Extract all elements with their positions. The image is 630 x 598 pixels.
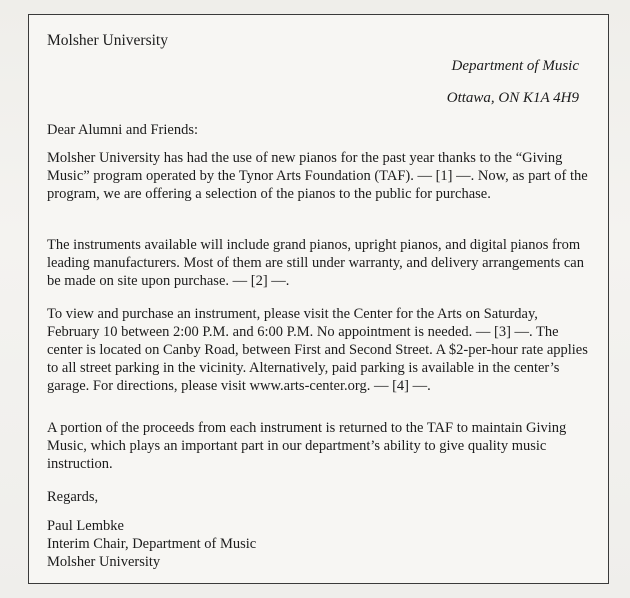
letter-frame (28, 14, 609, 584)
paragraph-4: A portion of the proceeds from each instrument is returned to the TAF to maintain Giving Music, which plays an important part in our department’s ability to give quality music instruction. (47, 420, 567, 472)
letterhead-address: Ottawa, ON K1A 4H9 (446, 90, 579, 106)
closing: Regards, (47, 489, 99, 505)
salutation: Dear Alumni and Friends: (47, 122, 199, 138)
letterhead-organization: Molsher University (47, 32, 168, 49)
signature-name: Paul Lembke (47, 518, 124, 534)
paragraph-1: Molsher University has had the use of new pianos for the past year thanks to the “Giving Music” program operated by the Tynor Arts Foundation (TAF). — [1] —. Now, as part of the program, we are offering a selection of the pianos to the public for purchase. (47, 150, 588, 202)
paragraph-2: The instruments available will include grand pianos, upright pianos, and digital pianos from leading manufacturers. Most of them are still under warranty, and delivery arrangements can be made on site upon purchase. — [2] —. (47, 237, 584, 289)
signature-title: Interim Chair, Department of Music (47, 536, 257, 552)
paragraph-3: To view and purchase an instrument, please visit the Center for the Arts on Saturday, February 10 between 2:00 P.M. and 6:00 P.M. No appointment is needed. — [3] —. The center is located on Canby Road, between First and Second Street. A $2-per-hour rate applies to all street parking in the vicinity. Alternatively, paid parking is available in the center’s garage. For directions, please visit www.arts-center.org. — [4] —. (47, 306, 588, 394)
letterhead-department: Department of Music (451, 58, 579, 74)
signature-organization: Molsher University (47, 554, 161, 570)
